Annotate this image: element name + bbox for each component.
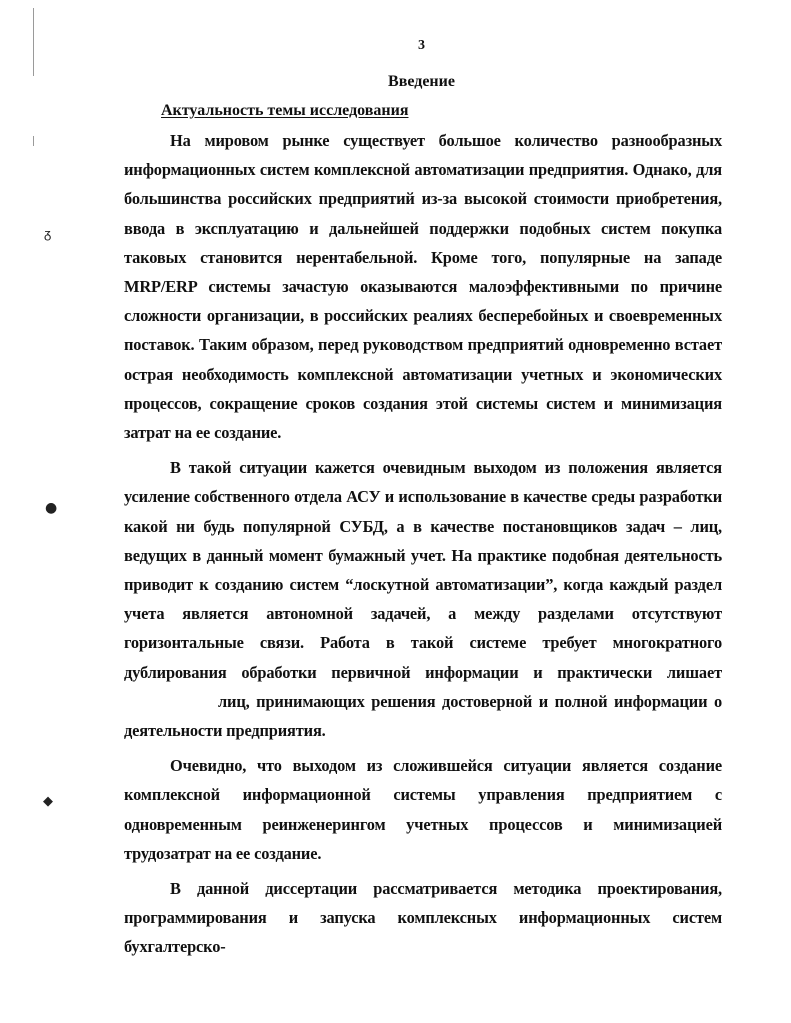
paragraph-3: Очевидно, что выходом из сложившейся ситуации является создание комплексной информационной системы управления предприятием с одновременным реинженерингом учетных процессов и минимизацией трудозатрат на ее создание. [124, 756, 722, 863]
paragraph-2 [124, 453, 722, 745]
scan-speck-3: ◆ [43, 794, 53, 809]
page-number: 3 [418, 38, 425, 53]
scan-speck-1: ᵹ [44, 227, 52, 242]
paragraph-1: На мировом рынке существует большое количество разнообразных информационных систем комплексной автоматизации предприятия. Однако, для большинства российских предприятий из-за высокой стоимости приобретения, ввода в эксплуатацию и дальнейшей поддержки подобных систем покупка таковых становится нерентабельной. Кроме того, популярные на западе MRP/ERP системы зачастую оказываются малоэффективными по причине сложности организации, в российских реалиях бесперебойных и своевременных поставок. Таким образом, перед руководством предприятий одновременно встает острая необходимость комплексной автоматизации учетных и экономических процессов, сокращение сроков создания этой системы систем и минимизация затрат на ее создание. [124, 131, 722, 443]
paragraph-2-part-2: лиц, принимающих решения достоверной и полной информации о деятельности предприятия. [124, 691, 722, 741]
body-text [124, 126, 722, 968]
scan-speck-2: ● [45, 500, 58, 516]
section-heading: Введение [388, 73, 455, 90]
paragraph-2-part-1: В такой ситуации кажется очевидным выходом из положения является усиление собственного отдела АСУ и использование в качестве среды разработки какой ни будь популярной СУБД, а в качестве постановщиков задач – лиц, ведущих в данный момент бумажный учет. На практике подобная деятельность приводит к созданию систем “лоскутной автоматизации”, когда каждый раздел учета является автономной задачей, а между разделами отсутствуют горизонтальные связи. Работа в такой системе требует многократного дублирования обработки первичной информации и практически лишает [124, 458, 722, 682]
scan-edge-line-mid [33, 136, 34, 146]
paragraph-4: В данной диссертации рассматривается методика проектирования, программирования и запуска комплексных информационных систем бухгалтерско- [124, 879, 722, 957]
subsection-heading: Актуальность темы исследования [161, 102, 409, 119]
